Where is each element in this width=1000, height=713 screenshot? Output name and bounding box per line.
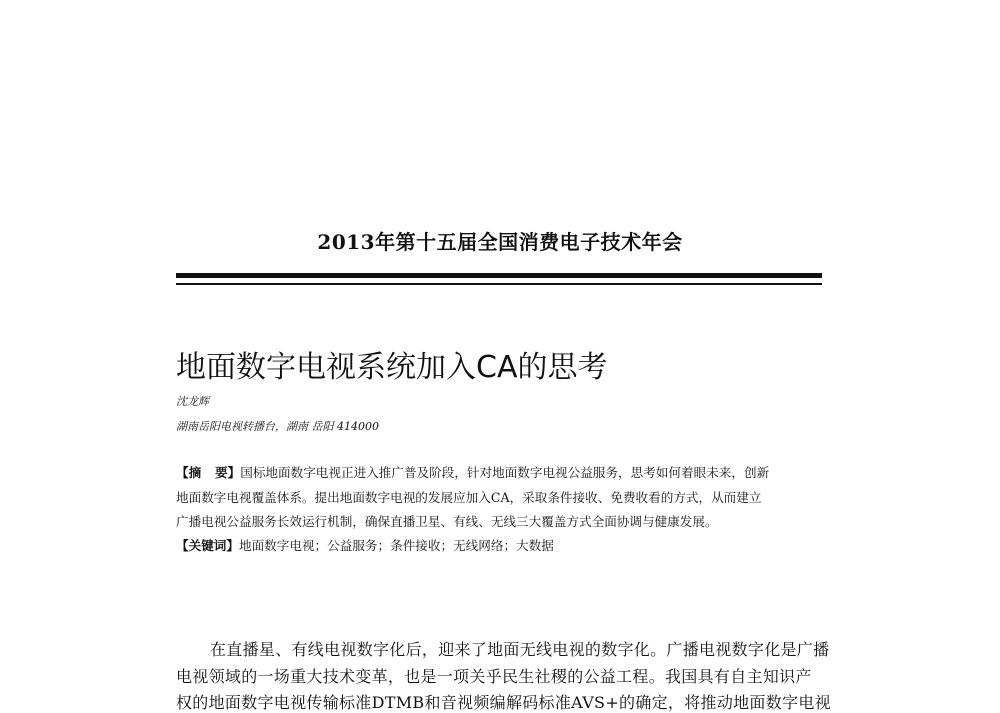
author-affiliation: 湖南岳阳电视转播台，湖南 岳阳 414000: [176, 420, 379, 433]
abstract-label: [176, 465, 240, 480]
header-rule-thin: [176, 283, 822, 285]
abstract-line: 地面数字电视覆盖体系。提出地面数字电视的发展应加入CA，采取条件接收、免费收看的方式，从而建立: [176, 490, 762, 505]
header-rule-thick: [176, 273, 822, 278]
abstract-line: [176, 467, 769, 480]
abstract-label-open: 【摘: [176, 465, 202, 480]
body-paragraph-line: 电视领域的一场重大技术变革，也是一项关乎民生社稷的公益工程。我国具有自主知识产: [176, 667, 812, 686]
body-paragraph-line: 在直播星、有线电视数字化后，迎来了地面无线电视的数字化。广播电视数字化是广播: [210, 640, 830, 659]
keywords-line: [176, 540, 554, 553]
keywords-label: 【关键词】: [176, 538, 239, 553]
abstract-line: 广播电视公益服务长效运行机制，确保直播卫星、有线、无线三大覆盖方式全面协调与健康发展。: [176, 514, 718, 529]
conference-header: 2013年第十五届全国消费电子技术年会: [317, 230, 683, 254]
body-paragraph-line: 权的地面数字电视传输标准DTMB和音视频编解码标准AVS+的确定，将推动地面数字电视: [176, 693, 831, 712]
paper-title: 地面数字电视系统加入CA的思考: [176, 350, 608, 385]
abstract-text: 国标地面数字电视正进入推广普及阶段，针对地面数字电视公益服务，思考如何着眼未来，创新: [240, 465, 770, 480]
keywords-text: 地面数字电视；公益服务；条件接收；无线网络；大数据: [238, 538, 554, 553]
author-name: 沈龙辉: [176, 395, 209, 408]
abstract-label-close: 要】: [215, 465, 241, 480]
